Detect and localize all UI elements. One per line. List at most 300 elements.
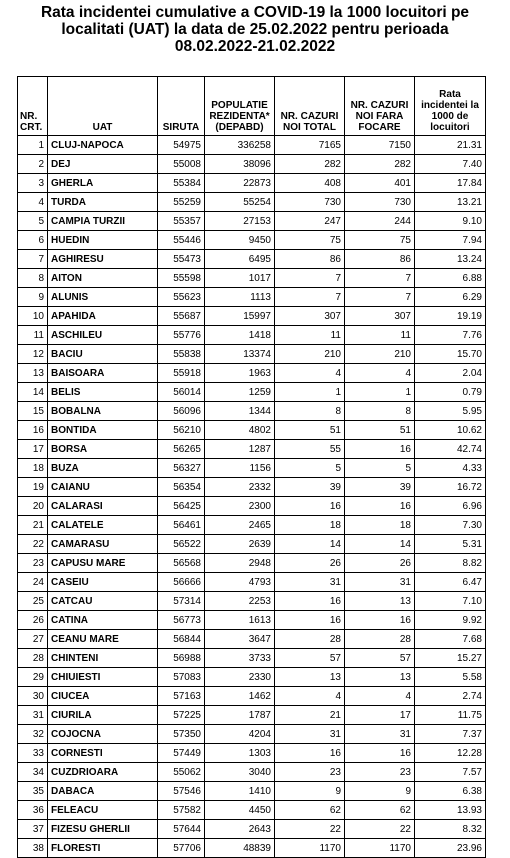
cell-rata: 15.27	[415, 649, 486, 668]
cell-siruta: 57582	[158, 801, 205, 820]
table-row	[18, 326, 486, 345]
cell-cazuri-fara-focare: 31	[345, 573, 415, 592]
cell-cazuri-total: 31	[275, 573, 345, 592]
cell-cazuri-total: 282	[275, 155, 345, 174]
cell-cazuri-fara-focare: 11	[345, 326, 415, 345]
table-body	[18, 136, 486, 858]
cell-cazuri-total: 75	[275, 231, 345, 250]
cell-siruta: 55918	[158, 364, 205, 383]
header-rata-incidenta: Rata incidentei la 1000 de locuitori	[415, 77, 486, 136]
table-row	[18, 744, 486, 763]
cell-cazuri-total: 39	[275, 478, 345, 497]
cell-uat: ASCHILEU	[48, 326, 158, 345]
cell-populatie: 4450	[205, 801, 275, 820]
cell-cazuri-total: 408	[275, 174, 345, 193]
header-populatie: POPULATIE REZIDENTA* (DEPABD)	[205, 77, 275, 136]
cell-nr-crt: 1	[18, 136, 48, 155]
cell-nr-crt: 12	[18, 345, 48, 364]
cell-cazuri-fara-focare: 244	[345, 212, 415, 231]
cell-uat: CEANU MARE	[48, 630, 158, 649]
header-cazuri-fara-focare: NR. CAZURI NOI FARA FOCARE	[345, 77, 415, 136]
cell-nr-crt: 5	[18, 212, 48, 231]
cell-uat: FIZESU GHERLII	[48, 820, 158, 839]
cell-rata: 2.04	[415, 364, 486, 383]
cell-cazuri-fara-focare: 307	[345, 307, 415, 326]
cell-uat: APAHIDA	[48, 307, 158, 326]
cell-populatie: 1303	[205, 744, 275, 763]
table-row	[18, 763, 486, 782]
cell-nr-crt: 23	[18, 554, 48, 573]
cell-siruta: 55598	[158, 269, 205, 288]
cell-siruta: 56568	[158, 554, 205, 573]
incidence-table	[17, 76, 486, 858]
cell-populatie: 1259	[205, 383, 275, 402]
table-row	[18, 725, 486, 744]
cell-siruta: 55473	[158, 250, 205, 269]
cell-siruta: 55008	[158, 155, 205, 174]
header-siruta: SIRUTA	[158, 77, 205, 136]
cell-rata: 6.29	[415, 288, 486, 307]
table-row	[18, 383, 486, 402]
cell-nr-crt: 21	[18, 516, 48, 535]
table-row	[18, 269, 486, 288]
cell-populatie: 1344	[205, 402, 275, 421]
title-line-2: localitati (UAT) la data de 25.02.2022 pentru perioada	[61, 21, 449, 38]
cell-cazuri-fara-focare: 210	[345, 345, 415, 364]
cell-nr-crt: 13	[18, 364, 48, 383]
cell-siruta: 56014	[158, 383, 205, 402]
cell-uat: CUZDRIOARA	[48, 763, 158, 782]
cell-siruta: 56210	[158, 421, 205, 440]
cell-cazuri-fara-focare: 13	[345, 668, 415, 687]
cell-siruta: 56988	[158, 649, 205, 668]
cell-cazuri-total: 1	[275, 383, 345, 402]
cell-populatie: 2332	[205, 478, 275, 497]
cell-nr-crt: 26	[18, 611, 48, 630]
cell-nr-crt: 29	[18, 668, 48, 687]
table-row	[18, 535, 486, 554]
cell-cazuri-total: 86	[275, 250, 345, 269]
cell-populatie: 3733	[205, 649, 275, 668]
cell-nr-crt: 6	[18, 231, 48, 250]
cell-cazuri-fara-focare: 26	[345, 554, 415, 573]
cell-siruta: 56265	[158, 440, 205, 459]
cell-cazuri-fara-focare: 5	[345, 459, 415, 478]
cell-cazuri-total: 247	[275, 212, 345, 231]
cell-uat: CAIANU	[48, 478, 158, 497]
cell-cazuri-total: 21	[275, 706, 345, 725]
cell-cazuri-total: 7165	[275, 136, 345, 155]
cell-populatie: 4802	[205, 421, 275, 440]
cell-populatie: 55254	[205, 193, 275, 212]
cell-cazuri-total: 4	[275, 364, 345, 383]
table-row	[18, 782, 486, 801]
cell-cazuri-total: 210	[275, 345, 345, 364]
cell-cazuri-fara-focare: 13	[345, 592, 415, 611]
cell-cazuri-fara-focare: 1170	[345, 839, 415, 858]
table-row	[18, 649, 486, 668]
cell-populatie: 13374	[205, 345, 275, 364]
cell-rata: 12.28	[415, 744, 486, 763]
cell-cazuri-total: 7	[275, 288, 345, 307]
cell-siruta: 56354	[158, 478, 205, 497]
cell-populatie: 2330	[205, 668, 275, 687]
header-uat: UAT	[48, 77, 158, 136]
table-row	[18, 516, 486, 535]
cell-populatie: 1787	[205, 706, 275, 725]
cell-uat: CALATELE	[48, 516, 158, 535]
cell-rata: 6.88	[415, 269, 486, 288]
cell-cazuri-total: 1170	[275, 839, 345, 858]
cell-uat: DABACA	[48, 782, 158, 801]
table-row	[18, 573, 486, 592]
cell-rata: 7.94	[415, 231, 486, 250]
cell-populatie: 2639	[205, 535, 275, 554]
cell-populatie: 1418	[205, 326, 275, 345]
cell-cazuri-fara-focare: 75	[345, 231, 415, 250]
cell-siruta: 55776	[158, 326, 205, 345]
cell-siruta: 55259	[158, 193, 205, 212]
cell-rata: 7.40	[415, 155, 486, 174]
cell-populatie: 3040	[205, 763, 275, 782]
cell-siruta: 57706	[158, 839, 205, 858]
cell-siruta: 55623	[158, 288, 205, 307]
cell-cazuri-fara-focare: 18	[345, 516, 415, 535]
cell-cazuri-total: 31	[275, 725, 345, 744]
cell-siruta: 57644	[158, 820, 205, 839]
report-title	[0, 4, 510, 55]
cell-rata: 7.68	[415, 630, 486, 649]
cell-cazuri-total: 18	[275, 516, 345, 535]
cell-populatie: 15997	[205, 307, 275, 326]
cell-populatie: 2643	[205, 820, 275, 839]
cell-cazuri-fara-focare: 282	[345, 155, 415, 174]
cell-siruta: 57546	[158, 782, 205, 801]
cell-cazuri-total: 9	[275, 782, 345, 801]
cell-uat: CAMARASU	[48, 535, 158, 554]
cell-uat: ALUNIS	[48, 288, 158, 307]
cell-cazuri-fara-focare: 4	[345, 364, 415, 383]
cell-siruta: 54975	[158, 136, 205, 155]
table-row	[18, 801, 486, 820]
cell-cazuri-fara-focare: 16	[345, 497, 415, 516]
cell-rata: 4.33	[415, 459, 486, 478]
cell-populatie: 48839	[205, 839, 275, 858]
cell-cazuri-total: 23	[275, 763, 345, 782]
table-row	[18, 231, 486, 250]
cell-uat: CASEIU	[48, 573, 158, 592]
cell-rata: 11.75	[415, 706, 486, 725]
table-header-row	[18, 77, 486, 136]
cell-nr-crt: 4	[18, 193, 48, 212]
table-row	[18, 706, 486, 725]
cell-nr-crt: 34	[18, 763, 48, 782]
cell-nr-crt: 9	[18, 288, 48, 307]
table-row	[18, 440, 486, 459]
cell-uat: CORNESTI	[48, 744, 158, 763]
cell-nr-crt: 33	[18, 744, 48, 763]
table-row	[18, 307, 486, 326]
cell-cazuri-fara-focare: 23	[345, 763, 415, 782]
table-row	[18, 592, 486, 611]
cell-uat: BACIU	[48, 345, 158, 364]
cell-uat: CALARASI	[48, 497, 158, 516]
cell-siruta: 57449	[158, 744, 205, 763]
table-row	[18, 687, 486, 706]
cell-rata: 7.37	[415, 725, 486, 744]
cell-siruta: 56327	[158, 459, 205, 478]
cell-nr-crt: 30	[18, 687, 48, 706]
cell-cazuri-total: 5	[275, 459, 345, 478]
cell-uat: CIUCEA	[48, 687, 158, 706]
table-row	[18, 421, 486, 440]
cell-cazuri-fara-focare: 17	[345, 706, 415, 725]
cell-cazuri-total: 62	[275, 801, 345, 820]
cell-nr-crt: 11	[18, 326, 48, 345]
cell-cazuri-fara-focare: 31	[345, 725, 415, 744]
cell-nr-crt: 22	[18, 535, 48, 554]
cell-populatie: 1113	[205, 288, 275, 307]
cell-nr-crt: 31	[18, 706, 48, 725]
cell-rata: 16.72	[415, 478, 486, 497]
cell-cazuri-fara-focare: 28	[345, 630, 415, 649]
cell-rata: 6.96	[415, 497, 486, 516]
table-row	[18, 478, 486, 497]
table-row	[18, 839, 486, 858]
cell-nr-crt: 3	[18, 174, 48, 193]
cell-nr-crt: 35	[18, 782, 48, 801]
cell-siruta: 56666	[158, 573, 205, 592]
cell-rata: 6.38	[415, 782, 486, 801]
cell-populatie: 1287	[205, 440, 275, 459]
cell-cazuri-total: 55	[275, 440, 345, 459]
cell-rata: 0.79	[415, 383, 486, 402]
cell-rata: 5.31	[415, 535, 486, 554]
table-row	[18, 630, 486, 649]
cell-rata: 23.96	[415, 839, 486, 858]
cell-populatie: 1613	[205, 611, 275, 630]
cell-rata: 17.84	[415, 174, 486, 193]
cell-uat: CLUJ-NAPOCA	[48, 136, 158, 155]
cell-siruta: 56461	[158, 516, 205, 535]
cell-populatie: 27153	[205, 212, 275, 231]
cell-siruta: 56096	[158, 402, 205, 421]
cell-siruta: 55838	[158, 345, 205, 364]
cell-cazuri-fara-focare: 730	[345, 193, 415, 212]
cell-rata: 7.30	[415, 516, 486, 535]
cell-uat: CATINA	[48, 611, 158, 630]
cell-populatie: 1017	[205, 269, 275, 288]
title-line-3: 08.02.2022-21.02.2022	[174, 38, 336, 55]
cell-rata: 2.74	[415, 687, 486, 706]
cell-rata: 21.31	[415, 136, 486, 155]
cell-nr-crt: 28	[18, 649, 48, 668]
cell-populatie: 1410	[205, 782, 275, 801]
cell-cazuri-fara-focare: 86	[345, 250, 415, 269]
cell-cazuri-fara-focare: 9	[345, 782, 415, 801]
cell-nr-crt: 7	[18, 250, 48, 269]
cell-rata: 19.19	[415, 307, 486, 326]
table-row	[18, 193, 486, 212]
table-row	[18, 212, 486, 231]
cell-rata: 13.21	[415, 193, 486, 212]
cell-rata: 7.10	[415, 592, 486, 611]
cell-nr-crt: 16	[18, 421, 48, 440]
cell-uat: BUZA	[48, 459, 158, 478]
cell-cazuri-fara-focare: 4	[345, 687, 415, 706]
cell-populatie: 2300	[205, 497, 275, 516]
cell-uat: COJOCNA	[48, 725, 158, 744]
cell-cazuri-total: 11	[275, 326, 345, 345]
cell-uat: HUEDIN	[48, 231, 158, 250]
cell-nr-crt: 18	[18, 459, 48, 478]
cell-populatie: 2948	[205, 554, 275, 573]
cell-cazuri-total: 307	[275, 307, 345, 326]
cell-populatie: 4204	[205, 725, 275, 744]
cell-cazuri-fara-focare: 16	[345, 744, 415, 763]
cell-uat: GHERLA	[48, 174, 158, 193]
cell-nr-crt: 27	[18, 630, 48, 649]
table-row	[18, 155, 486, 174]
cell-rata: 9.10	[415, 212, 486, 231]
header-cazuri-total: NR. CAZURI NOI TOTAL	[275, 77, 345, 136]
cell-nr-crt: 20	[18, 497, 48, 516]
cell-cazuri-fara-focare: 1	[345, 383, 415, 402]
cell-cazuri-fara-focare: 401	[345, 174, 415, 193]
cell-populatie: 1963	[205, 364, 275, 383]
cell-siruta: 56844	[158, 630, 205, 649]
cell-uat: BAISOARA	[48, 364, 158, 383]
cell-uat: BOBALNA	[48, 402, 158, 421]
cell-uat: CHIUIESTI	[48, 668, 158, 687]
cell-nr-crt: 15	[18, 402, 48, 421]
cell-cazuri-fara-focare: 51	[345, 421, 415, 440]
cell-populatie: 22873	[205, 174, 275, 193]
cell-uat: TURDA	[48, 193, 158, 212]
cell-rata: 13.93	[415, 801, 486, 820]
cell-cazuri-total: 16	[275, 497, 345, 516]
cell-cazuri-fara-focare: 57	[345, 649, 415, 668]
table-row	[18, 288, 486, 307]
cell-populatie: 1156	[205, 459, 275, 478]
header-nr-crt: NR. CRT.	[18, 77, 48, 136]
cell-nr-crt: 17	[18, 440, 48, 459]
cell-nr-crt: 10	[18, 307, 48, 326]
cell-populatie: 4793	[205, 573, 275, 592]
cell-siruta: 55384	[158, 174, 205, 193]
cell-nr-crt: 38	[18, 839, 48, 858]
cell-uat: AITON	[48, 269, 158, 288]
cell-uat: CATCAU	[48, 592, 158, 611]
cell-cazuri-total: 13	[275, 668, 345, 687]
cell-siruta: 57163	[158, 687, 205, 706]
cell-rata: 10.62	[415, 421, 486, 440]
cell-rata: 9.92	[415, 611, 486, 630]
cell-nr-crt: 19	[18, 478, 48, 497]
cell-uat: FLORESTI	[48, 839, 158, 858]
cell-rata: 5.58	[415, 668, 486, 687]
cell-uat: BORSA	[48, 440, 158, 459]
cell-siruta: 57225	[158, 706, 205, 725]
cell-rata: 7.76	[415, 326, 486, 345]
table-row	[18, 174, 486, 193]
cell-rata: 8.82	[415, 554, 486, 573]
cell-siruta: 55446	[158, 231, 205, 250]
table-row	[18, 820, 486, 839]
cell-uat: DEJ	[48, 155, 158, 174]
cell-cazuri-fara-focare: 14	[345, 535, 415, 554]
cell-siruta: 56773	[158, 611, 205, 630]
cell-nr-crt: 25	[18, 592, 48, 611]
cell-cazuri-fara-focare: 16	[345, 611, 415, 630]
cell-cazuri-total: 4	[275, 687, 345, 706]
cell-cazuri-total: 16	[275, 611, 345, 630]
table-row	[18, 554, 486, 573]
cell-uat: BELIS	[48, 383, 158, 402]
cell-cazuri-total: 51	[275, 421, 345, 440]
cell-cazuri-fara-focare: 8	[345, 402, 415, 421]
cell-populatie: 336258	[205, 136, 275, 155]
cell-populatie: 2253	[205, 592, 275, 611]
cell-siruta: 55357	[158, 212, 205, 231]
cell-cazuri-total: 57	[275, 649, 345, 668]
cell-uat: AGHIRESU	[48, 250, 158, 269]
cell-cazuri-fara-focare: 62	[345, 801, 415, 820]
cell-nr-crt: 14	[18, 383, 48, 402]
cell-uat: BONTIDA	[48, 421, 158, 440]
cell-populatie: 38096	[205, 155, 275, 174]
cell-uat: CIURILA	[48, 706, 158, 725]
cell-rata: 8.32	[415, 820, 486, 839]
cell-nr-crt: 36	[18, 801, 48, 820]
cell-cazuri-total: 16	[275, 592, 345, 611]
cell-siruta: 55062	[158, 763, 205, 782]
cell-cazuri-fara-focare: 7150	[345, 136, 415, 155]
cell-cazuri-fara-focare: 7	[345, 269, 415, 288]
cell-cazuri-fara-focare: 39	[345, 478, 415, 497]
table-row	[18, 611, 486, 630]
table-row	[18, 668, 486, 687]
cell-siruta: 57314	[158, 592, 205, 611]
cell-rata: 42.74	[415, 440, 486, 459]
cell-cazuri-total: 7	[275, 269, 345, 288]
table-row	[18, 250, 486, 269]
cell-populatie: 3647	[205, 630, 275, 649]
cell-nr-crt: 32	[18, 725, 48, 744]
cell-populatie: 6495	[205, 250, 275, 269]
cell-uat: FELEACU	[48, 801, 158, 820]
cell-rata: 6.47	[415, 573, 486, 592]
table-row	[18, 136, 486, 155]
cell-siruta: 56425	[158, 497, 205, 516]
cell-nr-crt: 8	[18, 269, 48, 288]
cell-nr-crt: 37	[18, 820, 48, 839]
table-row	[18, 459, 486, 478]
cell-populatie: 1462	[205, 687, 275, 706]
cell-cazuri-total: 28	[275, 630, 345, 649]
cell-uat: CAMPIA TURZII	[48, 212, 158, 231]
cell-cazuri-total: 16	[275, 744, 345, 763]
cell-uat: CAPUSU MARE	[48, 554, 158, 573]
cell-cazuri-fara-focare: 22	[345, 820, 415, 839]
cell-cazuri-fara-focare: 16	[345, 440, 415, 459]
table-row	[18, 364, 486, 383]
cell-populatie: 9450	[205, 231, 275, 250]
cell-cazuri-total: 730	[275, 193, 345, 212]
cell-cazuri-fara-focare: 7	[345, 288, 415, 307]
cell-nr-crt: 24	[18, 573, 48, 592]
cell-rata: 13.24	[415, 250, 486, 269]
